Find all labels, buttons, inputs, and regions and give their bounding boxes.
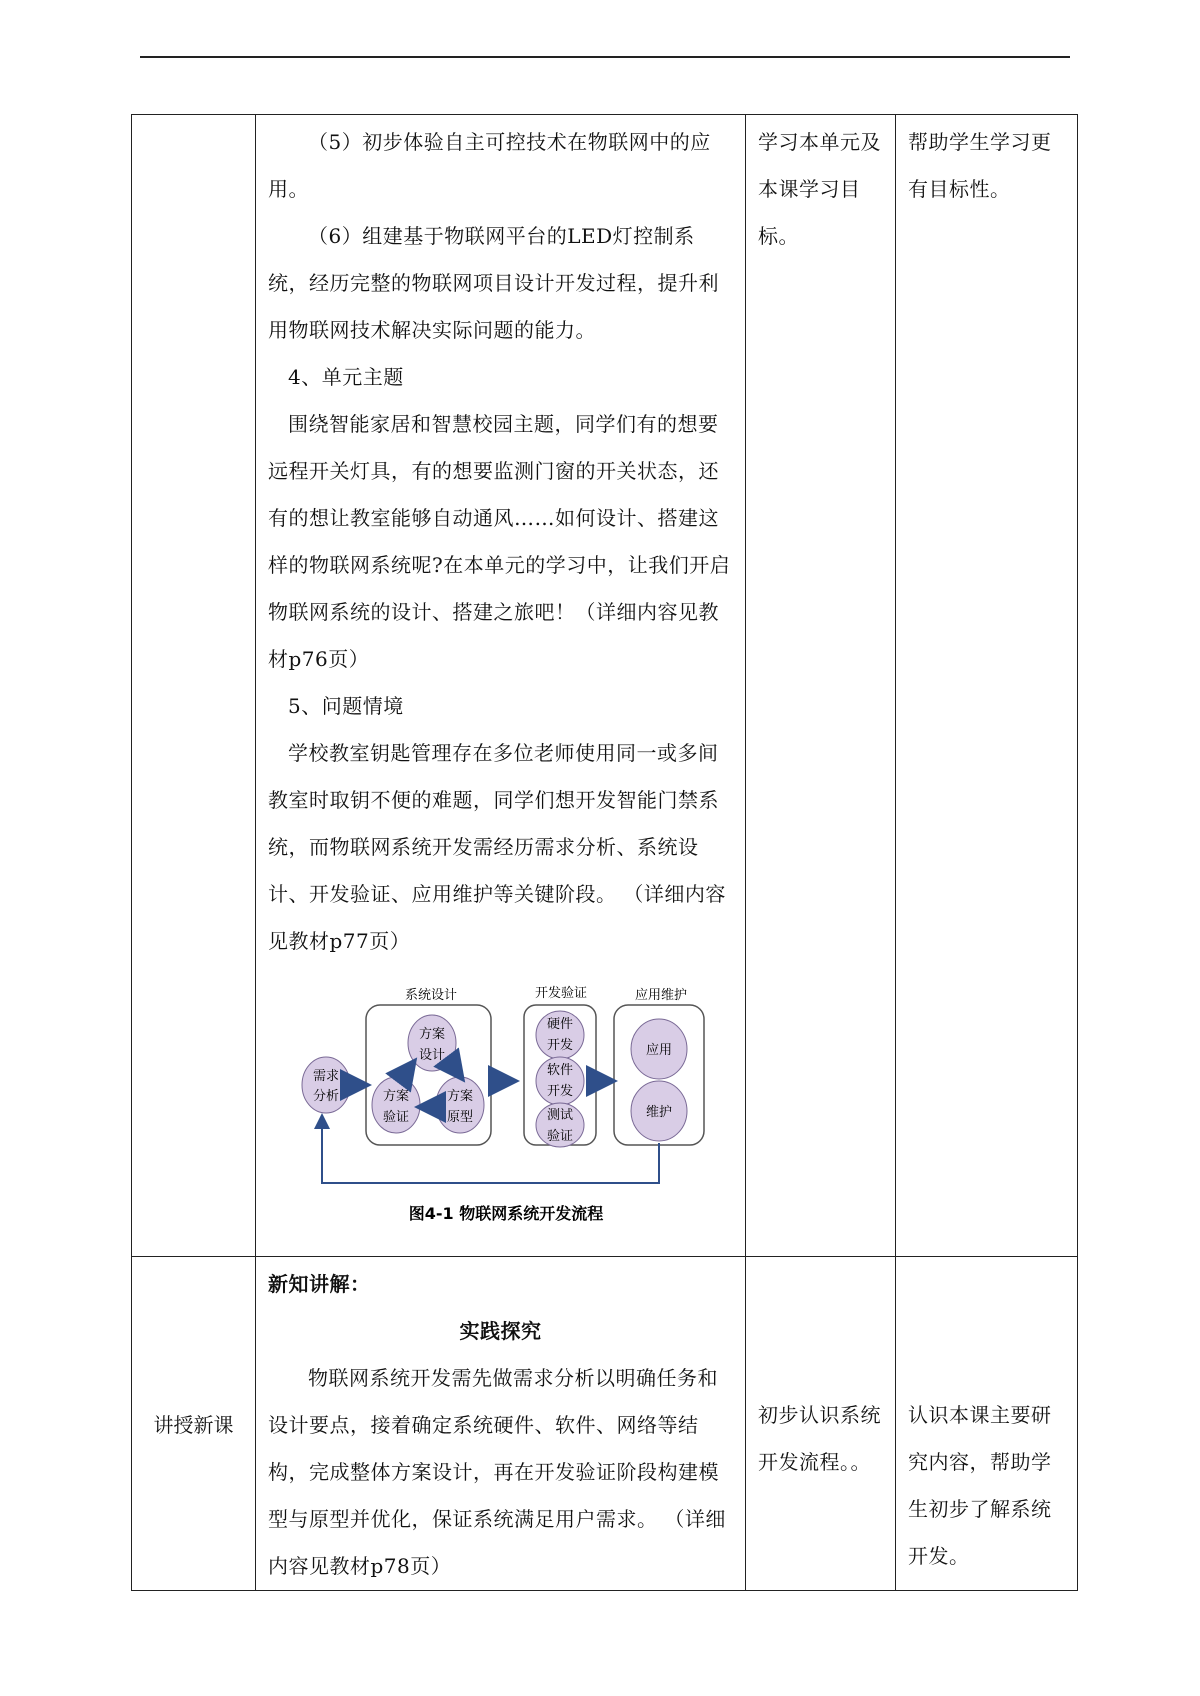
node-requirements — [302, 1057, 350, 1113]
content-cell — [256, 115, 746, 1257]
svg-text:软件: 软件 — [546, 1063, 574, 1078]
stage-cell — [132, 115, 256, 1257]
svg-text:维护: 维护 — [645, 1105, 673, 1120]
section-heading-unit-theme: 4、单元主题 — [288, 365, 404, 389]
svg-text:分析: 分析 — [312, 1089, 340, 1104]
table-row — [132, 1257, 1078, 1591]
svg-text:方案: 方案 — [446, 1089, 474, 1104]
practice-text: 物联网系统开发需先做需求分析以明确任务和设计要点，接着确定系统硬件、软件、网络等结构，完成整体方案设计，再在开发验证阶段构建模型与原型并优化，保证系统满足用户需求。 （详细内容见教材p78页） — [268, 1366, 726, 1578]
svg-text:方案: 方案 — [382, 1089, 410, 1104]
iot-dev-flow-figure — [286, 983, 726, 1233]
practice-subheading: 实践探究 — [459, 1319, 542, 1343]
problem-text: 学校教室钥匙管理存在多位老师使用同一或多间教室时取钥不便的难题，同学们想开发智能门禁系统，而物联网系统开发需经历需求分析、系统设计、开发验证、应用维护等关键阶段。 （详细内容见教材p77页） — [268, 741, 726, 953]
student-activity-cell — [746, 1257, 896, 1591]
svg-text:需求: 需求 — [312, 1069, 340, 1084]
design-intent-cell — [896, 115, 1078, 1257]
group-label-dev: 开发验证 — [534, 986, 588, 1001]
content-cell — [256, 1257, 746, 1591]
group-label-design: 系统设计 — [404, 988, 458, 1003]
svg-text:设计: 设计 — [418, 1048, 446, 1063]
group-label-maint: 应用维护 — [634, 988, 688, 1003]
svg-text:开发: 开发 — [546, 1084, 574, 1099]
node-hardware-dev — [536, 1011, 584, 1059]
stage-cell-new-lesson: 讲授新课 — [132, 1257, 256, 1591]
student-activity-cell — [746, 115, 896, 1257]
objective-5: （5）初步体验自主可控技术在物联网中的应用。 — [268, 130, 711, 201]
new-knowledge-heading: 新知讲解： — [268, 1272, 371, 1296]
student-activity-text: 学习本单元及本课学习目标。 — [758, 130, 881, 248]
design-intent-text: 帮助学生学习更有目标性。 — [908, 130, 1052, 201]
svg-text:原型: 原型 — [446, 1110, 474, 1125]
figure-caption: 图4-1 物联网系统开发流程 — [408, 1204, 604, 1223]
node-plan-design — [408, 1015, 456, 1071]
design-intent-cell — [896, 1257, 1078, 1591]
svg-text:应用: 应用 — [645, 1043, 673, 1058]
svg-text:验证: 验证 — [382, 1110, 410, 1125]
node-maintain — [631, 1081, 687, 1141]
unit-theme-text: 围绕智能家居和智慧校园主题，同学们有的想要远程开关灯具，有的想要监测门窗的开关状态，还有的想让教室能够自动通风……如何设计、搭建这样的物联网系统呢?在本单元的学习中，让我们开启物联网系统的设计、搭建之旅吧！（详细内容见教材p76页） — [268, 412, 731, 671]
node-software-dev — [536, 1057, 584, 1105]
header-rule — [140, 56, 1070, 58]
svg-text:验证: 验证 — [546, 1129, 574, 1144]
node-test-verify — [536, 1103, 584, 1147]
node-plan-prototype — [436, 1077, 484, 1133]
lesson-plan-table — [131, 114, 1078, 1591]
svg-text:方案: 方案 — [418, 1027, 446, 1042]
svg-text:测试: 测试 — [546, 1108, 574, 1123]
svg-text:硬件: 硬件 — [546, 1017, 574, 1032]
section-heading-problem: 5、问题情境 — [288, 694, 404, 718]
node-plan-verify — [372, 1077, 420, 1133]
svg-text:开发: 开发 — [546, 1038, 574, 1053]
table-row — [132, 115, 1078, 1257]
node-apply — [631, 1019, 687, 1079]
student-activity-text: 初步认识系统开发流程。。 — [758, 1403, 881, 1474]
design-intent-text: 认识本课主要研究内容，帮助学生初步了解系统开发。 — [908, 1403, 1052, 1568]
objective-6: （6）组建基于物联网平台的LED灯控制系统，经历完整的物联网项目设计开发过程，提升利用物联网技术解决实际问题的能力。 — [268, 224, 719, 342]
